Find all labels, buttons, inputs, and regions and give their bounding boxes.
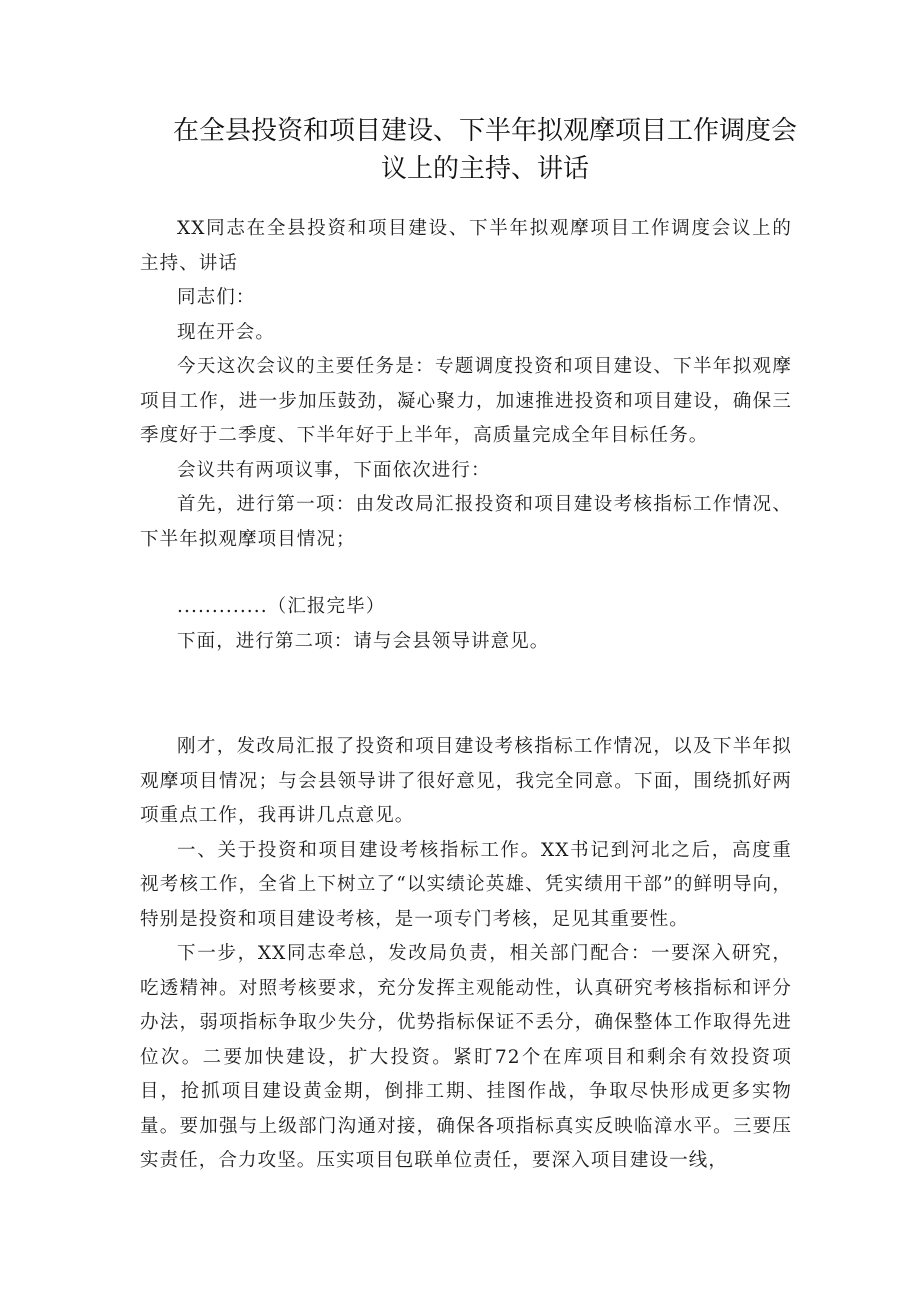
paragraph-summary: 刚才，发改局汇报了投资和项目建设考核指标工作情况，以及下半年拟观摩项目情况；与会县领导讲了很好意见，我完全同意。下面，围绕抓好两项重点工作，我再讲几点意见。	[140, 736, 792, 826]
body-section-speech	[140, 730, 792, 1179]
paragraph-item-two: 下面，进行第二项：请与会县领导讲意见。	[177, 630, 550, 652]
paragraph-subtitle: XX同志在全县投资和项目建设、下半年拟观摩项目工作调度会议上的主持、讲话	[140, 218, 792, 274]
paragraph-main-task: 今天这次会议的主要任务是：专题调度投资和项目建设、下半年拟观摩项目工作，进一步加压鼓劲，凝心聚力，加速推进投资和项目建设，确保三季度好于二季度、下半年好于上半年，高质量完成全年目标任务。	[140, 356, 792, 446]
paragraph-point-one: 一、关于投资和项目建设考核指标工作。XX书记到河北之后，高度重视考核工作，全省上下树立了“以实绩论英雄、凭实绩用干部”的鲜明导向，特别是投资和项目建设考核，是一项专门考核，足见其重要性。	[140, 839, 792, 930]
paragraph-open-meeting: 现在开会。	[177, 321, 276, 343]
paragraph-agenda: 会议共有两项议事，下面依次进行：	[177, 459, 491, 481]
title-line-1: 在全县投资和项目建设、下半年拟观摩项目工作调度会	[172, 116, 797, 146]
paragraph-item-one: 首先，进行第一项：由发改局汇报投资和项目建设考核指标工作情况、下半年拟观摩项目情况；	[140, 494, 792, 550]
paragraph-report-done: .............（汇报完毕）	[177, 596, 386, 617]
title-line-2: 议上的主持、讲话	[380, 154, 589, 184]
document-title	[140, 112, 830, 188]
body-section-opening	[140, 212, 792, 557]
body-section-transition	[140, 590, 792, 659]
paragraph-greeting: 同志们：	[177, 287, 256, 308]
paragraph-next-steps: 下一步，XX同志牵总，发改局负责，相关部门配合：一要深入研究，吃透精神。对照考核要求，充分发挥主观能动性，认真研究考核指标和评分办法，弱项指标争取少失分，优势指标保证不丢分，确保整体工作取得先进位次。二要加快建设，扩大投资。紧盯72个在库项目和剩余有效投资项目，抢抓项目建设黄金期，倒排工期、挂图作战，争取尽快形成更多实物量。要加强与上级部门沟通对接，确保各项指标真实反映临漳水平。三要压实责任，合力攻坚。压实项目包联单位责任，要深入项目建设一线，	[140, 943, 792, 1171]
